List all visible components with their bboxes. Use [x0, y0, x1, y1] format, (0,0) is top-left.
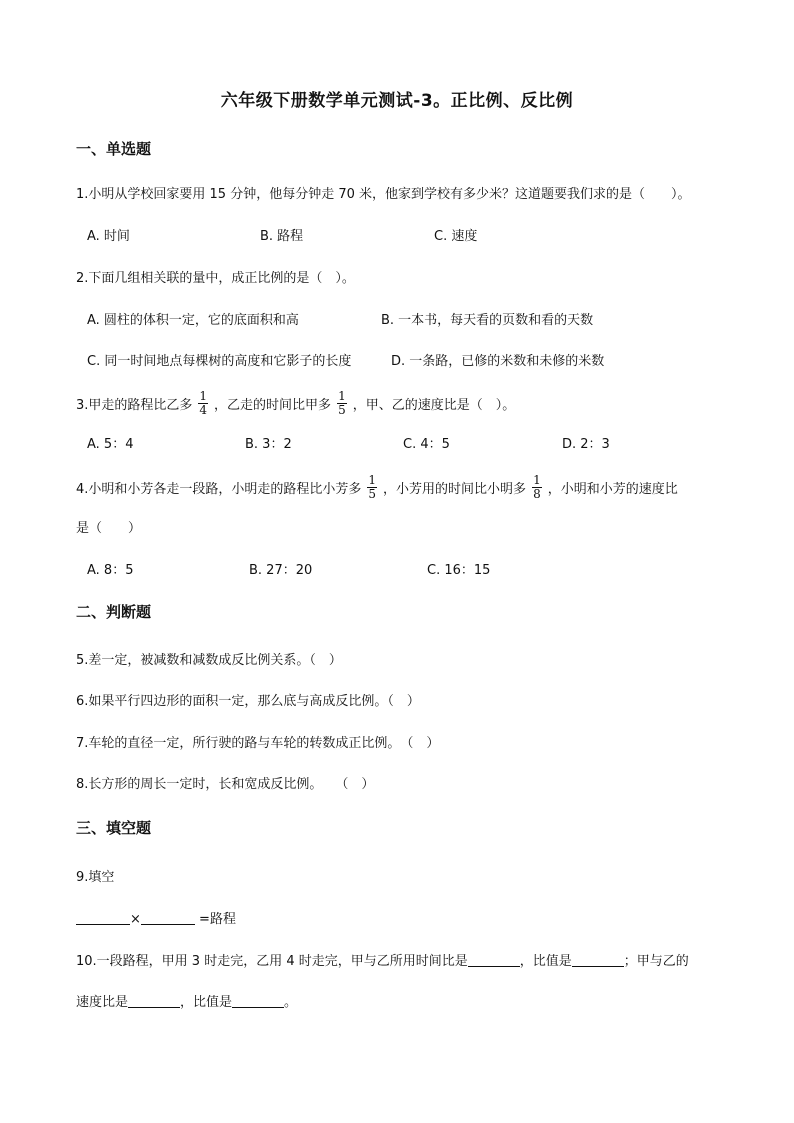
- q3-fraction-2-denominator: 5: [338, 403, 346, 417]
- question-10-line-2: [76, 991, 297, 1014]
- q4-fraction-1: [367, 474, 377, 501]
- question-9-equation: [76, 908, 236, 931]
- q9-blank-1[interactable]: [76, 910, 130, 925]
- q9-times-sign: ×: [130, 912, 141, 927]
- q3-option-b[interactable]: B. 3：2: [245, 437, 292, 452]
- q4-text-end: ，小明和小芳的速度比: [547, 482, 678, 497]
- question-2: 2.下面几组相关联的量中，成正比例的是（ ）。: [76, 271, 355, 286]
- section-heading-true-false: 二、判断题: [76, 603, 152, 621]
- q4-fraction-2: [532, 474, 542, 501]
- q10-blank-time-ratio-value[interactable]: [572, 952, 624, 967]
- question-10: [76, 950, 689, 973]
- q3-fraction-2: [337, 390, 347, 417]
- q4-fraction-2-numerator: 1: [533, 473, 541, 487]
- q10-text-1: 10.一段路程，甲用 3 时走完，乙用 4 时走完，甲与乙所用时间比是: [76, 954, 468, 969]
- q3-text-start: 3.甲走的路程比乙多: [76, 398, 193, 413]
- q1-option-a[interactable]: A. 时间: [87, 229, 130, 244]
- q2-option-b[interactable]: B. 一本书，每天看的页数和看的天数: [381, 313, 594, 328]
- page-title: 六年级下册数学单元测试-3。正比例、反比例: [220, 91, 574, 111]
- question-7: 7.车轮的直径一定，所行驶的路与车轮的转数成正比例。 （ ）: [76, 736, 440, 751]
- q3-text-end: ，甲、乙的速度比是（ ）。: [352, 398, 516, 413]
- q4-fraction-1-numerator: 1: [368, 473, 377, 487]
- q2-option-d[interactable]: D. 一条路，已修的米数和未修的米数: [391, 354, 605, 369]
- question-4: [76, 473, 678, 503]
- q10-blank-speed-ratio[interactable]: [128, 993, 180, 1008]
- q3-option-c[interactable]: C. 4：5: [403, 437, 450, 452]
- q4-option-a[interactable]: A. 8：5: [87, 563, 134, 578]
- q3-option-d[interactable]: D. 2：3: [562, 437, 610, 452]
- section-heading-single-choice: 一、单选题: [76, 140, 152, 158]
- q10-text-2: ，比值是: [519, 954, 572, 969]
- q4-fraction-1-denominator: 5: [368, 487, 377, 501]
- question-6: 6.如果平行四边形的面积一定，那么底与高成反比例。（ ）: [76, 694, 420, 709]
- question-3: [76, 389, 516, 419]
- q4-text-middle: ，小芳用的时间比小明多: [383, 482, 527, 497]
- q3-fraction-1: [198, 390, 208, 417]
- q10-blank-speed-ratio-value[interactable]: [232, 993, 284, 1008]
- q4-option-c[interactable]: C. 16：15: [427, 563, 491, 578]
- q4-fraction-2-denominator: 8: [533, 487, 541, 501]
- q9-equals-distance: =路程: [199, 912, 236, 927]
- q4-option-b[interactable]: B. 27：20: [249, 563, 313, 578]
- q10-text-5: ，比值是: [180, 995, 233, 1010]
- section-heading-fill-in: 三、填空题: [76, 819, 152, 837]
- q4-text-start: 4.小明和小芳各走一段路，小明走的路程比小芳多: [76, 482, 362, 497]
- q2-option-a[interactable]: A. 圆柱的体积一定，它的底面积和高: [87, 313, 299, 328]
- question-8: 8.长方形的周长一定时，长和宽成反比例。 （ ）: [76, 777, 375, 792]
- q10-blank-time-ratio[interactable]: [468, 952, 520, 967]
- question-4-line-2: 是（ ）: [76, 521, 142, 536]
- q3-fraction-2-numerator: 1: [338, 389, 346, 403]
- question-9: 9.填空: [76, 870, 115, 885]
- q10-text-3: ；甲与乙的: [623, 954, 689, 969]
- q3-text-middle: ，乙走的时间比甲多: [214, 398, 332, 413]
- q1-option-b[interactable]: B. 路程: [260, 229, 304, 244]
- question-1: 1.小明从学校回家要用 15 分钟，他每分钟走 70 米，他家到学校有多少米？这道题要我们求的是（ ）。: [76, 187, 691, 202]
- q3-fraction-1-numerator: 1: [199, 389, 208, 403]
- q1-option-c[interactable]: C. 速度: [434, 229, 478, 244]
- q3-option-a[interactable]: A. 5：4: [87, 437, 134, 452]
- q9-blank-2[interactable]: [141, 910, 195, 925]
- question-5: 5.差一定，被减数和减数成反比例关系。（ ）: [76, 653, 342, 668]
- q2-option-c[interactable]: C. 同一时间地点每棵树的高度和它影子的长度: [87, 354, 352, 369]
- q3-fraction-1-denominator: 4: [199, 403, 208, 417]
- q10-text-6: 。: [284, 995, 298, 1010]
- q10-text-4: 速度比是: [76, 995, 129, 1010]
